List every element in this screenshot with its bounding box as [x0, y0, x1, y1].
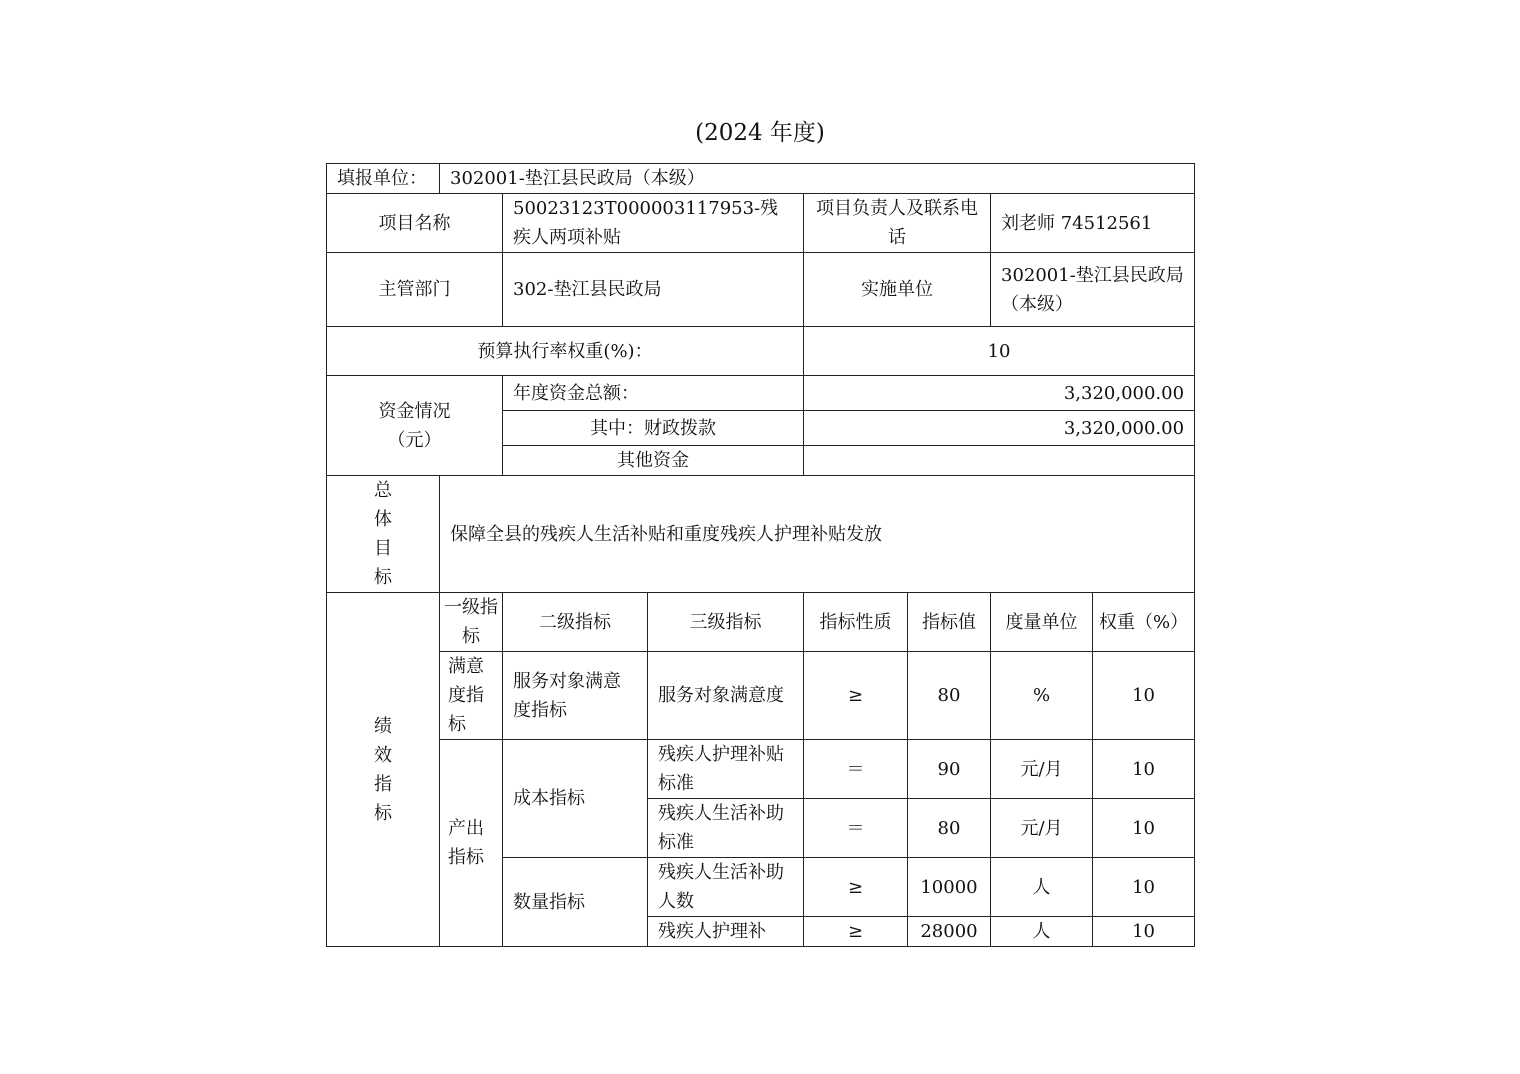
- project-name-value: 50023123T000003117953-残疾人两项补贴: [503, 194, 804, 253]
- header-nature: 指标性质: [804, 593, 908, 652]
- goal-label: [327, 476, 440, 593]
- funds-label-line1: 资金情况: [378, 400, 451, 422]
- budget-weight-value: 10: [804, 327, 1195, 376]
- impl-unit-label: 实施单位: [804, 253, 991, 327]
- table-row: [327, 740, 1195, 799]
- indicators-label-char: 指: [374, 773, 392, 795]
- level3-cell: 残疾人生活补助人数: [648, 858, 804, 917]
- nature-cell: ≥: [804, 917, 908, 947]
- header-value: 指标值: [908, 593, 991, 652]
- fiscal-funds-value: 3,320,000.00: [804, 411, 1195, 446]
- funds-label-line2: （元）: [387, 429, 442, 451]
- value-cell: 28000: [908, 917, 991, 947]
- value-cell: 80: [908, 799, 991, 858]
- project-name-label: 项目名称: [327, 194, 503, 253]
- level3-cell: 残疾人护理补: [648, 917, 804, 947]
- unit-cell: 元/月: [991, 740, 1093, 799]
- budget-weight-label: 预算执行率权重(%)：: [327, 327, 804, 376]
- goal-label-char: 体: [374, 509, 392, 530]
- weight-cell: 10: [1093, 917, 1195, 947]
- page-title: (2024 年度): [695, 120, 825, 146]
- unit-cell: 人: [991, 858, 1093, 917]
- dept-label: 主管部门: [327, 253, 503, 327]
- unit-cell: 人: [991, 917, 1093, 947]
- weight-cell: 10: [1093, 740, 1195, 799]
- weight-cell: 10: [1093, 858, 1195, 917]
- unit-cell: %: [991, 652, 1093, 740]
- goal-label-char: 标: [374, 567, 392, 588]
- unit-value: 302001-垫江县民政局（本级）: [440, 164, 1195, 194]
- funds-label: [327, 376, 503, 476]
- weight-cell: 10: [1093, 799, 1195, 858]
- annual-funds-label: 年度资金总额：: [503, 376, 804, 411]
- level3-cell: 残疾人护理补贴标准: [648, 740, 804, 799]
- value-cell: 90: [908, 740, 991, 799]
- level2-cell: 数量指标: [503, 858, 648, 947]
- dept-value: 302-垫江县民政局: [503, 253, 804, 327]
- level1-cell: 产出指标: [440, 740, 503, 947]
- indicators-label-char: 标: [374, 802, 392, 824]
- impl-unit-value: 302001-垫江县民政局（本级）: [991, 253, 1195, 327]
- unit-label: 填报单位：: [327, 164, 440, 194]
- level3-cell: 服务对象满意度: [648, 652, 804, 740]
- goal-text: 保障全县的残疾人生活补贴和重度残疾人护理补贴发放: [440, 476, 1195, 593]
- level3-cell: 残疾人生活补助标准: [648, 799, 804, 858]
- level2-cell: 服务对象满意度指标: [503, 652, 648, 740]
- header-level3: 三级指标: [648, 593, 804, 652]
- nature-cell: ≥: [804, 858, 908, 917]
- fiscal-funds-label: 其中：财政拨款: [503, 411, 804, 446]
- contact-value: 刘老师 74512561: [991, 194, 1195, 253]
- other-funds-value: [804, 446, 1195, 476]
- goal-label-char: 总: [374, 480, 392, 501]
- header-unit: 度量单位: [991, 593, 1093, 652]
- value-cell: 10000: [908, 858, 991, 917]
- nature-cell: ＝: [804, 740, 908, 799]
- performance-target-table: [326, 163, 1195, 947]
- annual-funds-value: 3,320,000.00: [804, 376, 1195, 411]
- value-cell: 80: [908, 652, 991, 740]
- contact-label: 项目负责人及联系电话: [804, 194, 991, 253]
- nature-cell: ≥: [804, 652, 908, 740]
- other-funds-label: 其他资金: [503, 446, 804, 476]
- header-level1: 一级指标: [440, 593, 503, 652]
- weight-cell: 10: [1093, 652, 1195, 740]
- header-weight: 权重（%）: [1093, 593, 1195, 652]
- indicators-label-char: 效: [374, 744, 392, 766]
- indicators-label: [327, 593, 440, 947]
- indicators-label-char: 绩: [374, 715, 392, 737]
- level2-cell: 成本指标: [503, 740, 648, 858]
- header-level2: 二级指标: [503, 593, 648, 652]
- nature-cell: ＝: [804, 799, 908, 858]
- unit-cell: 元/月: [991, 799, 1093, 858]
- goal-label-char: 目: [374, 538, 392, 559]
- table-row: [327, 652, 1195, 740]
- level1-cell: 满意度指标: [440, 652, 503, 740]
